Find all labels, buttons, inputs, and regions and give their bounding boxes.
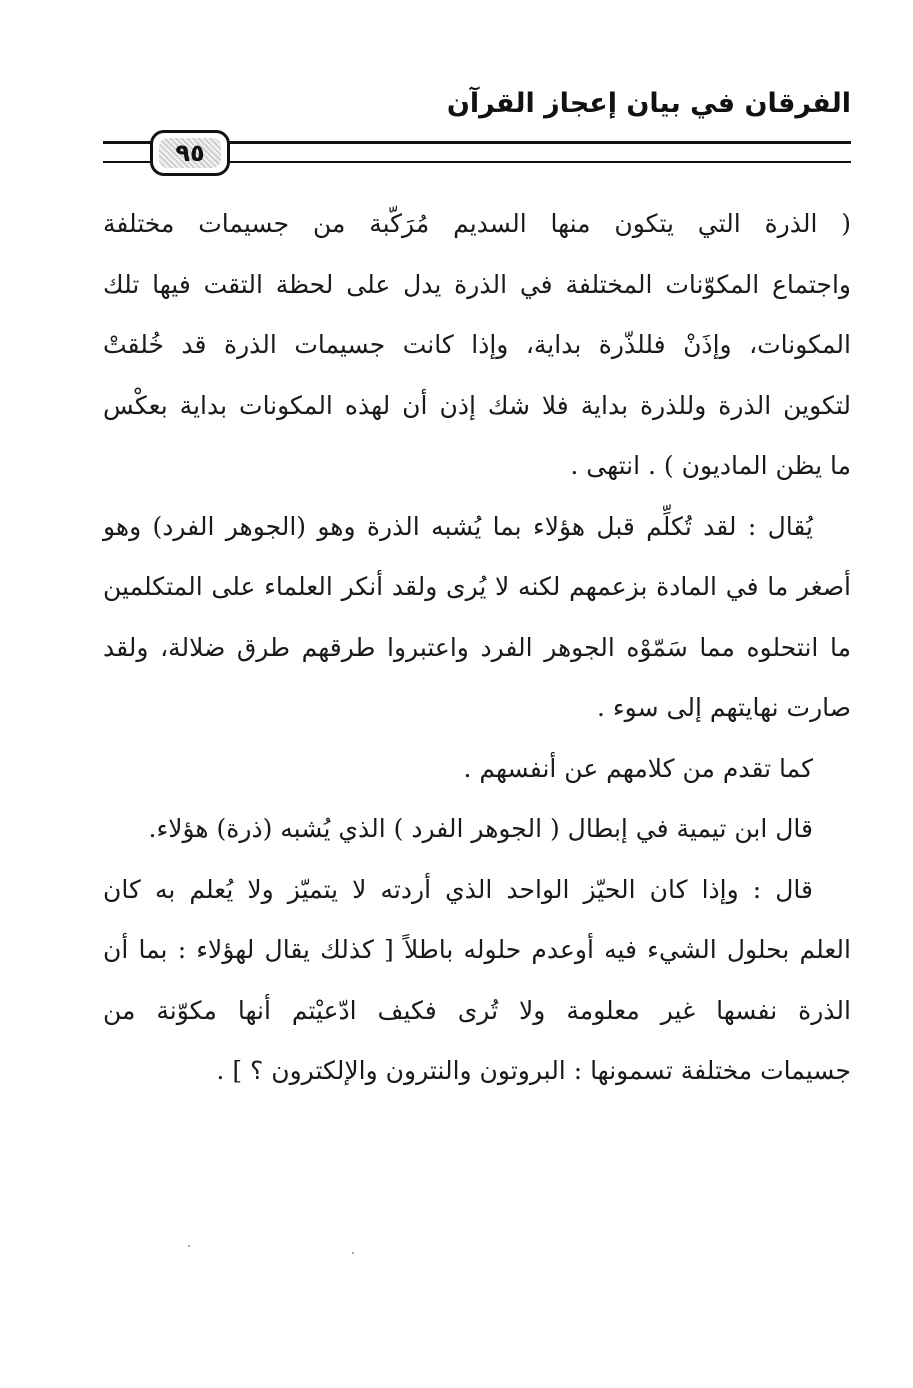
scan-speck <box>352 1252 354 1254</box>
text-line: المكونات، وإذَنْ فللذّرة بداية، وإذا كانت جسيمات الذرة قد خُلقتْ <box>103 330 851 359</box>
text-line: ما يظن الماديون ) . انتهى . <box>570 451 851 480</box>
text-line: واجتماع المكوّنات المختلفة في الذرة يدل على لحظة التقت فيها تلك <box>103 269 851 299</box>
text-line: قال : وإذا كان الحيّز الواحد الذي أردته لا يتميّز ولا يُعلم به كان <box>103 874 813 904</box>
text-line: أصغر ما في المادة بزعمهم لكنه لا يُرى ولقد أنكر العلماء على المتكلمين <box>103 572 851 601</box>
text-line: قال ابن تيمية في إبطال ( الجوهر الفرد ) الذي يُشبه (ذرة) هؤلاء. <box>148 814 813 843</box>
text-line: صارت نهايتهم إلى سوء . <box>597 693 851 722</box>
text-line: ما انتحلوه مما سَمّوْه الجوهر الفرد واعتبروا طرقهم طرق ضلالة، ولقد <box>103 632 851 662</box>
scan-speck <box>188 1245 190 1247</box>
page-number-frame <box>150 130 230 176</box>
text-line: لتكوين الذرة وللذرة بداية فلا شك إذن أن لهذه المكونات بداية بعكْس <box>103 390 851 420</box>
text-line: يُقال : لقد تُكلِّم قبل هؤلاء بما يُشبه الذرة وهو (الجوهر الفرد) وهو <box>103 511 813 541</box>
text-line: ( الذرة التي يتكون منها السديم مُرَكّبة من جسيمات مختلفة <box>103 209 851 238</box>
text-line: العلم بحلول الشيء فيه أوعدم حلوله باطلاً [ كذلك يقال لهؤلاء : بما أن <box>103 935 851 964</box>
page-number: ٩٥ <box>159 138 221 168</box>
text-line: كما تقدم من كلامهم عن أنفسهم . <box>463 753 813 783</box>
body-text <box>103 194 851 1102</box>
text-line: جسيمات مختلفة تسمونها : البروتون والنترون والإلكترون ؟ ] . <box>216 1056 851 1085</box>
text-line: الذرة نفسها غير معلومة ولا تُرى فكيف ادّعيْتم أنها مكوّنة من <box>103 995 851 1025</box>
running-title: الفرقان في بيان إعجاز القرآن <box>446 88 851 119</box>
